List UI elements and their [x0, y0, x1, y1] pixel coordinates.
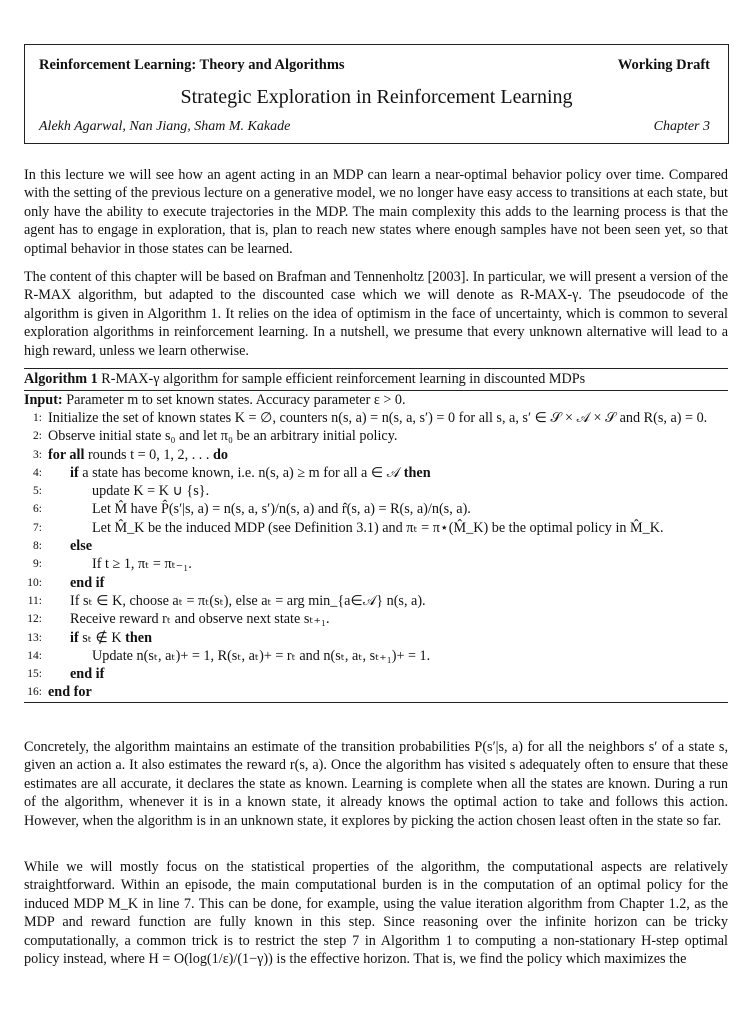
line-keyword: else	[70, 538, 93, 555]
line-text: Initialize the set of known states K = ∅, counters n(s, a) = n(s, a, s′) = 0 for all s, a, s′ ∈ 𝒮 × 𝒜 × 𝒮 and R(s, a) = 0.	[48, 410, 708, 426]
algorithm-line	[24, 464, 728, 482]
input-text: Parameter m to set known states. Accuracy parameter ε > 0.	[66, 392, 406, 408]
line-text: If sₜ ∈ K, choose aₜ = πₜ(sₜ), else aₜ = arg min_{a∈𝒜} n(s, a).	[70, 592, 426, 609]
course-title: Reinforcement Learning: Theory and Algorithms	[39, 57, 345, 73]
line-keyword: do	[213, 446, 228, 463]
algorithm-lines	[24, 409, 728, 702]
line-body	[48, 464, 728, 482]
line-keyword: then	[403, 464, 431, 481]
line-body	[48, 427, 728, 445]
line-number: 9:	[33, 558, 42, 571]
line-text: Receive reward rₜ and observe next state sₜ₊₁.	[70, 611, 330, 628]
algorithm-line	[24, 409, 728, 427]
paragraph-intro: In this lecture we will see how an agent acting in an MDP can learn a near-optimal behavior policy over time. Compared with the setting of the previous lecture on a generative model, we no longer have easy access to transitions at each state, but only have the ability to execute trajectories in the MDP. The main complexity this adds to the learning process is that the agent has to engage in exploration, that is, plan to reach new states where enough samples have not been seen yet, so that optimal behavior in those states can be learned.	[24, 167, 728, 257]
line-text: Let M̂ have P̂(s′|s, a) = n(s, a, s′)/n(s, a) and r̂(s, a) = R(s, a)/n(s, a).	[92, 501, 471, 518]
algorithm-line	[24, 610, 728, 628]
line-number: 13:	[27, 631, 42, 644]
algorithm-line	[24, 519, 728, 537]
line-number: 14:	[27, 649, 42, 662]
line-number: 11:	[27, 594, 42, 607]
paragraph-computation: While we will mostly focus on the statistical properties of the algorithm, the computational aspects are relatively straightforward. Within an episode, the main computational burden is in the computation of an optimal policy for the induced MDP M_K in line 7. This can be done, for example, using the value iteration algorithm from Chapter 1.2, as the MDP and reward function are fully known in this step. Since reasoning over the infinite horizon can be tricky computationally, a common trick is to restrict the step 7 in Algorithm 1 to computing a non-stationary H-step optimal policy instead, where H = O(log(1/ε)/(1−γ)) is the effective horizon. That is, we find the policy which maximizes the	[24, 859, 728, 968]
line-text: rounds t = 0, 1, 2, . . .	[84, 446, 213, 463]
line-number: 4:	[33, 466, 42, 479]
line-body	[48, 665, 728, 683]
line-number: 10:	[27, 576, 42, 589]
lecture-title: Strategic Exploration in Reinforcement Learning	[180, 86, 573, 108]
line-body	[48, 519, 728, 537]
algorithm-line	[24, 629, 728, 647]
line-text: Update n(sₜ, aₜ)+ = 1, R(sₜ, aₜ)+ = rₜ and n(sₜ, aₜ, sₜ₊₁)+ = 1.	[92, 647, 431, 664]
algorithm-line	[24, 683, 728, 701]
line-body	[48, 610, 728, 628]
algorithm-line	[24, 427, 728, 445]
algorithm-line	[24, 647, 728, 665]
line-text: update K = K ∪ {s}.	[92, 483, 210, 500]
line-number: 16:	[27, 686, 42, 699]
line-number: 12:	[27, 613, 42, 626]
line-body	[48, 537, 728, 555]
draft-status: Working Draft	[617, 57, 710, 73]
line-number: 15:	[27, 668, 42, 681]
algorithm-line	[24, 592, 728, 610]
algorithm-caption	[24, 369, 728, 391]
line-number: 7:	[33, 521, 42, 534]
line-keyword: if	[70, 464, 79, 481]
algorithm-input	[24, 391, 728, 409]
algorithm-line	[24, 446, 728, 464]
line-keyword: then	[125, 629, 152, 646]
line-number: 6:	[33, 503, 42, 516]
line-body	[48, 482, 728, 500]
line-number: 1:	[33, 412, 42, 424]
algorithm-line	[24, 482, 728, 500]
input-label: Input:	[24, 392, 63, 408]
algorithm-label: Algorithm 1	[24, 371, 98, 387]
line-text: sₜ ∉ K	[78, 629, 126, 646]
line-number: 5:	[33, 485, 42, 498]
line-body	[48, 500, 728, 518]
line-body	[48, 446, 728, 464]
lecture-header-box	[24, 44, 729, 144]
algorithm-line	[24, 555, 728, 573]
line-keyword: end if	[70, 574, 105, 591]
algorithm-caption-text: R-MAX-γ algorithm for sample efficient reinforcement learning in discounted MDPs	[101, 371, 586, 387]
chapter-label: Chapter 3	[653, 119, 710, 134]
algorithm-line	[24, 574, 728, 592]
line-body	[48, 555, 728, 573]
algorithm-box	[24, 368, 728, 703]
line-body	[48, 683, 728, 701]
line-text: Observe initial state s₀ and let π₀ be an arbitrary initial policy.	[48, 428, 398, 445]
line-number: 3:	[33, 448, 42, 461]
line-body	[48, 574, 728, 592]
line-keyword: if	[70, 629, 79, 646]
line-text: If t ≥ 1, πₜ = πₜ₋₁.	[92, 556, 192, 573]
line-keyword: end for	[48, 684, 92, 701]
line-body	[48, 629, 728, 647]
line-number: 2:	[33, 430, 42, 443]
line-keyword: for all	[48, 446, 85, 463]
line-body	[48, 592, 728, 610]
line-body	[48, 409, 728, 427]
authors: Alekh Agarwal, Nan Jiang, Sham M. Kakade	[39, 119, 291, 134]
paragraph-concretely: Concretely, the algorithm maintains an estimate of the transition probabilities P(s′|s, a) for all the neighbors s′ of a state s, given an action a. It also estimates the reward r(s, a). Once the algorithm has visited s adequately often to ensure that these estimates are all accurate, it declares the state as known. Learning is complete when all the states are known. During a run of the algorithm, whenever it is in a known state, it already knows the optimal action to take and follows this action. However, when the algorithm is in an unknown state, it explores by picking the action chosen least often in the state so far.	[24, 739, 728, 829]
line-body	[48, 647, 728, 665]
line-number: 8:	[33, 540, 42, 553]
algorithm-line	[24, 665, 728, 683]
line-text: Let M̂_K be the induced MDP (see Definition 3.1) and πₜ = π⋆(M̂_K) be the optimal policy in M̂_K.	[92, 519, 664, 536]
algorithm-line	[24, 500, 728, 518]
paragraph-content: The content of this chapter will be based on Brafman and Tennenholtz [2003]. In particular, we will present a version of the R-MAX algorithm, but adapted to the discounted case which we will denote as R-MAX-γ. The pseudocode of the algorithm is given in Algorithm 1. It relies on the idea of optimism in the face of uncertainty, which is common to several exploration algorithms in reinforcement learning. In a nutshell, we presume that every unknown alternative will lead to a high reward, unless we learn otherwise.	[24, 269, 728, 359]
line-keyword: end if	[70, 666, 105, 683]
line-text: a state has become known, i.e. n(s, a) ≥ m for all a ∈ 𝒜	[78, 464, 404, 481]
algorithm-line	[24, 537, 728, 555]
